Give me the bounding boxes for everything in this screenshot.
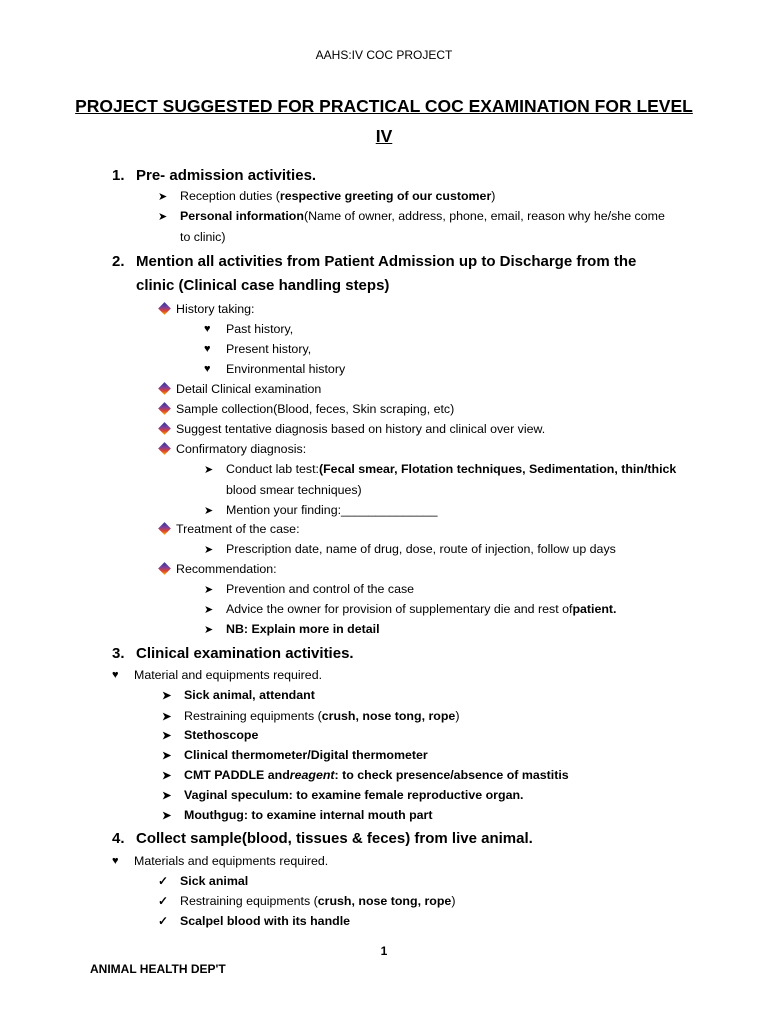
list-item: ➤ Mention your finding:______________ bbox=[204, 503, 438, 517]
checkmark-bullet-icon: ✓ bbox=[158, 874, 169, 888]
list-item-continuation: blood smear techniques) bbox=[226, 483, 362, 497]
list-item: Recommendation: bbox=[158, 562, 277, 576]
arrow-bullet-icon: ➤ bbox=[162, 809, 172, 822]
list-item: Treatment of the case: bbox=[158, 522, 300, 536]
heart-bullet-icon: ♥ bbox=[112, 855, 119, 867]
list-item: ➤ CMT PADDLE and reagent : to check presence/absence of mastitis bbox=[162, 768, 569, 782]
list-item: ➤ Sick animal, attendant bbox=[162, 688, 315, 702]
list-item: Suggest tentative diagnosis based on history and clinical over view. bbox=[158, 422, 545, 436]
section-title: Mention all activities from Patient Admission up to Discharge from the bbox=[136, 253, 637, 270]
arrow-bullet-icon: ➤ bbox=[204, 543, 214, 556]
heart-bullet-icon: ♥ bbox=[112, 669, 119, 681]
list-item-continuation: to clinic) bbox=[180, 230, 226, 244]
heart-bullet-icon: ♥ bbox=[204, 363, 211, 375]
section-number: 3. bbox=[112, 645, 125, 662]
arrow-bullet-icon: ➤ bbox=[204, 504, 214, 517]
list-item: ♥ Materials and equipments required. bbox=[112, 854, 329, 868]
section-2-heading-cont: clinic (Clinical case handling steps) bbox=[136, 277, 390, 294]
list-item: ➤ Personal information (Name of owner, address, phone, email, reason why he/she come bbox=[158, 209, 665, 223]
section-number: 1. bbox=[112, 167, 125, 184]
diamond-bullet-icon bbox=[158, 382, 176, 396]
section-2-heading bbox=[112, 253, 636, 270]
list-item: ✓ Scalpel blood with its handle bbox=[158, 914, 351, 928]
list-item: ➤ Reception duties ( respective greeting of our customer ) bbox=[158, 189, 496, 203]
list-item: ➤ Clinical thermometer/Digital thermometer bbox=[162, 748, 428, 762]
section-title: Pre- admission activities. bbox=[136, 167, 317, 184]
list-item: ➤ Conduct lab test: (Fecal smear, Flotation techniques, Sedimentation, thin/thick bbox=[204, 462, 677, 476]
list-item: Sample collection(Blood, feces, Skin scraping, etc) bbox=[158, 402, 454, 416]
section-number: 2. bbox=[112, 253, 125, 270]
page-footer: ANIMAL HEALTH DEP'T bbox=[90, 962, 226, 976]
document-title-line2: IV bbox=[375, 126, 393, 146]
section-1-heading bbox=[112, 167, 316, 184]
list-item: ➤ Prevention and control of the case bbox=[204, 582, 415, 596]
diamond-bullet-icon bbox=[158, 442, 176, 456]
page-number: 1 bbox=[380, 944, 388, 958]
list-item: Detail Clinical examination bbox=[158, 382, 321, 396]
arrow-bullet-icon: ➤ bbox=[162, 710, 172, 723]
diamond-bullet-icon bbox=[158, 302, 176, 316]
list-item: ✓ Restraining equipments ( crush, nose tong, rope ) bbox=[158, 894, 456, 908]
diamond-bullet-icon bbox=[158, 422, 176, 436]
section-title: Clinical examination activities. bbox=[136, 645, 354, 662]
diamond-bullet-icon bbox=[158, 402, 176, 416]
list-item: ➤ Mouthgug: to examine internal mouth part bbox=[162, 808, 433, 822]
checkmark-bullet-icon: ✓ bbox=[158, 894, 169, 908]
section-3-heading bbox=[112, 645, 354, 662]
diamond-bullet-icon bbox=[158, 562, 176, 576]
list-item: ♥ Past history, bbox=[204, 322, 294, 336]
list-item: ➤ Prescription date, name of drug, dose, route of injection, follow up days bbox=[204, 542, 616, 556]
arrow-bullet-icon: ➤ bbox=[204, 623, 214, 636]
arrow-bullet-icon: ➤ bbox=[162, 789, 172, 802]
arrow-bullet-icon: ➤ bbox=[162, 689, 172, 702]
arrow-bullet-icon: ➤ bbox=[162, 749, 172, 762]
heart-bullet-icon: ♥ bbox=[204, 343, 211, 355]
diamond-bullet-icon bbox=[158, 522, 176, 536]
arrow-bullet-icon: ➤ bbox=[158, 190, 168, 203]
heart-bullet-icon: ♥ bbox=[204, 323, 211, 335]
list-item: ➤ Advice the owner for provision of supplementary die and rest of patient. bbox=[204, 602, 617, 616]
arrow-bullet-icon: ➤ bbox=[204, 603, 214, 616]
list-item: ➤ Restraining equipments ( crush, nose tong, rope ) bbox=[162, 709, 460, 723]
section-number: 4. bbox=[112, 830, 125, 847]
list-item: ✓ Sick animal bbox=[158, 874, 249, 888]
arrow-bullet-icon: ➤ bbox=[204, 463, 214, 476]
checkmark-bullet-icon: ✓ bbox=[158, 914, 169, 928]
document-title-line1: PROJECT SUGGESTED FOR PRACTICAL COC EXAMINATION FOR LEVEL bbox=[75, 96, 693, 116]
section-4-heading bbox=[112, 830, 533, 847]
arrow-bullet-icon: ➤ bbox=[162, 769, 172, 782]
list-item: ➤ NB: Explain more in detail bbox=[204, 622, 380, 636]
section-title: Collect sample(blood, tissues & feces) from live animal. bbox=[136, 830, 533, 847]
list-item: History taking: bbox=[158, 302, 255, 316]
list-item: ➤ Stethoscope bbox=[162, 728, 259, 742]
list-item: ♥ Present history, bbox=[204, 342, 312, 356]
list-item: ➤ Vaginal speculum: to examine female reproductive organ. bbox=[162, 788, 524, 802]
list-item: Confirmatory diagnosis: bbox=[158, 442, 306, 456]
page-header: AAHS:IV COC PROJECT bbox=[315, 48, 453, 62]
arrow-bullet-icon: ➤ bbox=[204, 583, 214, 596]
arrow-bullet-icon: ➤ bbox=[158, 210, 168, 223]
list-item: ♥ Material and equipments required. bbox=[112, 668, 323, 682]
list-item: ♥ Environmental history bbox=[204, 362, 346, 376]
arrow-bullet-icon: ➤ bbox=[162, 729, 172, 742]
